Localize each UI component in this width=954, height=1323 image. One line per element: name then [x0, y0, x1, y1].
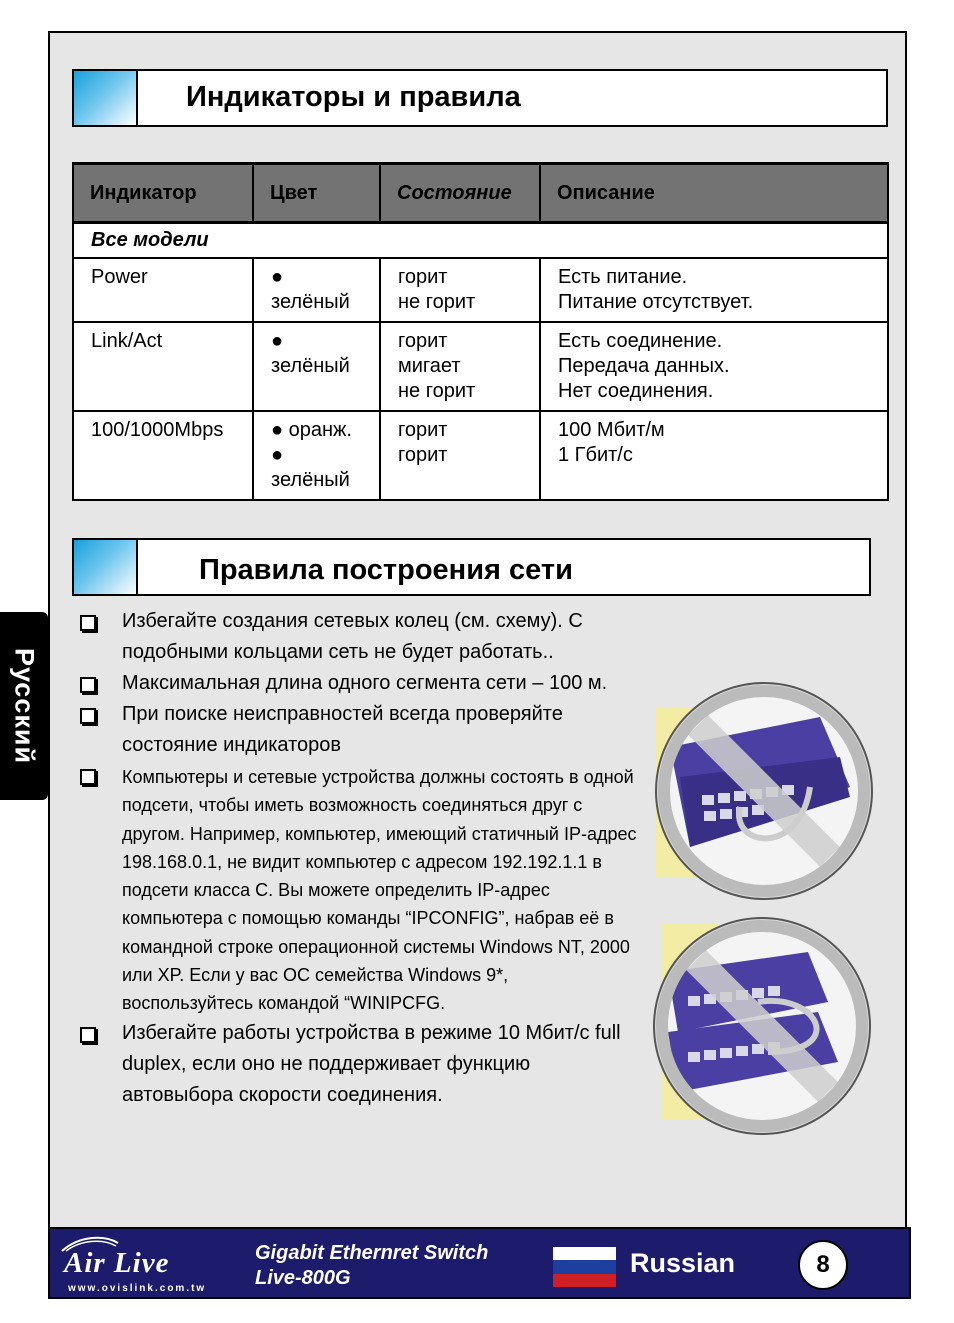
checkbox-bullet-icon — [80, 769, 96, 785]
logo-text: Air Live — [64, 1247, 170, 1279]
cell-state: горит мигает не горит — [380, 322, 540, 411]
product-line-1: Gigabit Ethernret Switch — [255, 1242, 489, 1264]
cell-indicator: Power — [73, 258, 253, 322]
list-item-text: Максимальная длина одного сегмента сети – 100 м. — [122, 672, 608, 694]
column-header: Цвет — [253, 164, 380, 223]
logo-url: www.ovislink.com.tw — [68, 1283, 207, 1294]
cell-indicator: 100/1000Mbps — [73, 411, 253, 500]
checkbox-bullet-icon — [80, 677, 96, 693]
list-item — [78, 763, 638, 1018]
column-header: Индикатор — [73, 164, 253, 223]
table-row — [73, 258, 888, 322]
list-item — [78, 668, 638, 699]
loop-prohibited-illustration-2 — [648, 912, 876, 1140]
list-item-text: Компьютеры и сетевые устройства должны состоять в одной подсети, чтобы иметь возможность соединяться друг с другом. Например, компьютер, имеющий статичный IP-адрес 198.168.0.1, не видит компьютер с адресом 192.192.1.1 в подсети класса C. Вы можете определить IP-адрес компьютера с помощью команды “IPCONFIG”, набрав её в командной строке операционной системы Windows NT, 2000 или XP. Если у вас ОС семейства Windows 9*, воспользуйтесь командой “WINIPCFG. — [122, 767, 637, 1014]
table-row — [73, 322, 888, 411]
checkbox-bullet-icon — [80, 1027, 96, 1043]
cell-color: ● зелёный — [253, 322, 380, 411]
list-item — [78, 1018, 638, 1111]
product-name — [255, 1241, 488, 1291]
list-item-text: Избегайте создания сетевых колец (см. схему). С подобными кольцами сеть не будет работать.. — [122, 610, 583, 663]
loop-prohibited-illustration-1 — [650, 677, 878, 905]
cell-description: 100 Мбит/м 1 Гбит/с — [540, 411, 888, 500]
flag-stripe-blue — [553, 1260, 616, 1273]
table-group-row — [73, 223, 888, 259]
cell-description: Есть питание. Питание отсутствует. — [540, 258, 888, 322]
cell-state: горит горит — [380, 411, 540, 500]
section-title: Правила построения сети — [199, 554, 573, 586]
rules-list — [78, 606, 638, 1111]
list-item — [78, 699, 638, 761]
column-header: Состояние — [380, 164, 540, 223]
language-side-tab — [0, 612, 48, 800]
section-square-icon — [74, 71, 138, 125]
flag-stripe-white — [553, 1247, 616, 1260]
column-header: Описание — [540, 164, 888, 223]
cell-color: ● оранж. ● зелёный — [253, 411, 380, 500]
section-title: Индикаторы и правила — [186, 81, 521, 113]
list-item — [78, 606, 638, 668]
flag-stripe-red — [553, 1274, 616, 1287]
section-header-network-rules — [72, 538, 871, 596]
page-number: 8 — [798, 1240, 848, 1290]
table-header-row — [73, 164, 888, 223]
cell-color: ● зелёный — [253, 258, 380, 322]
cell-description: Есть соединение. Передача данных. Нет соединения. — [540, 322, 888, 411]
side-tab-label: Русский — [9, 647, 40, 765]
airlive-logo — [58, 1233, 223, 1293]
russian-flag-icon — [553, 1247, 616, 1287]
checkbox-bullet-icon — [80, 708, 96, 724]
section-header-indicators — [72, 69, 888, 127]
group-label: Все модели — [73, 223, 888, 259]
checkbox-bullet-icon — [80, 615, 96, 631]
indicator-table — [72, 162, 889, 501]
table-row — [73, 411, 888, 500]
product-line-2: Live-800G — [255, 1267, 351, 1289]
cell-indicator: Link/Act — [73, 322, 253, 411]
language-label: Russian — [630, 1248, 736, 1278]
cell-state: горит не горит — [380, 258, 540, 322]
list-item-text: Избегайте работы устройства в режиме 10 Мбит/с full duplex, если оно не поддерживает функцию автовыбора скорости соединения. — [122, 1021, 621, 1106]
section-square-icon — [74, 540, 138, 594]
list-item-text: При поиске неисправностей всегда проверяйте состояние индикаторов — [122, 703, 563, 756]
footer-bar — [48, 1227, 911, 1299]
